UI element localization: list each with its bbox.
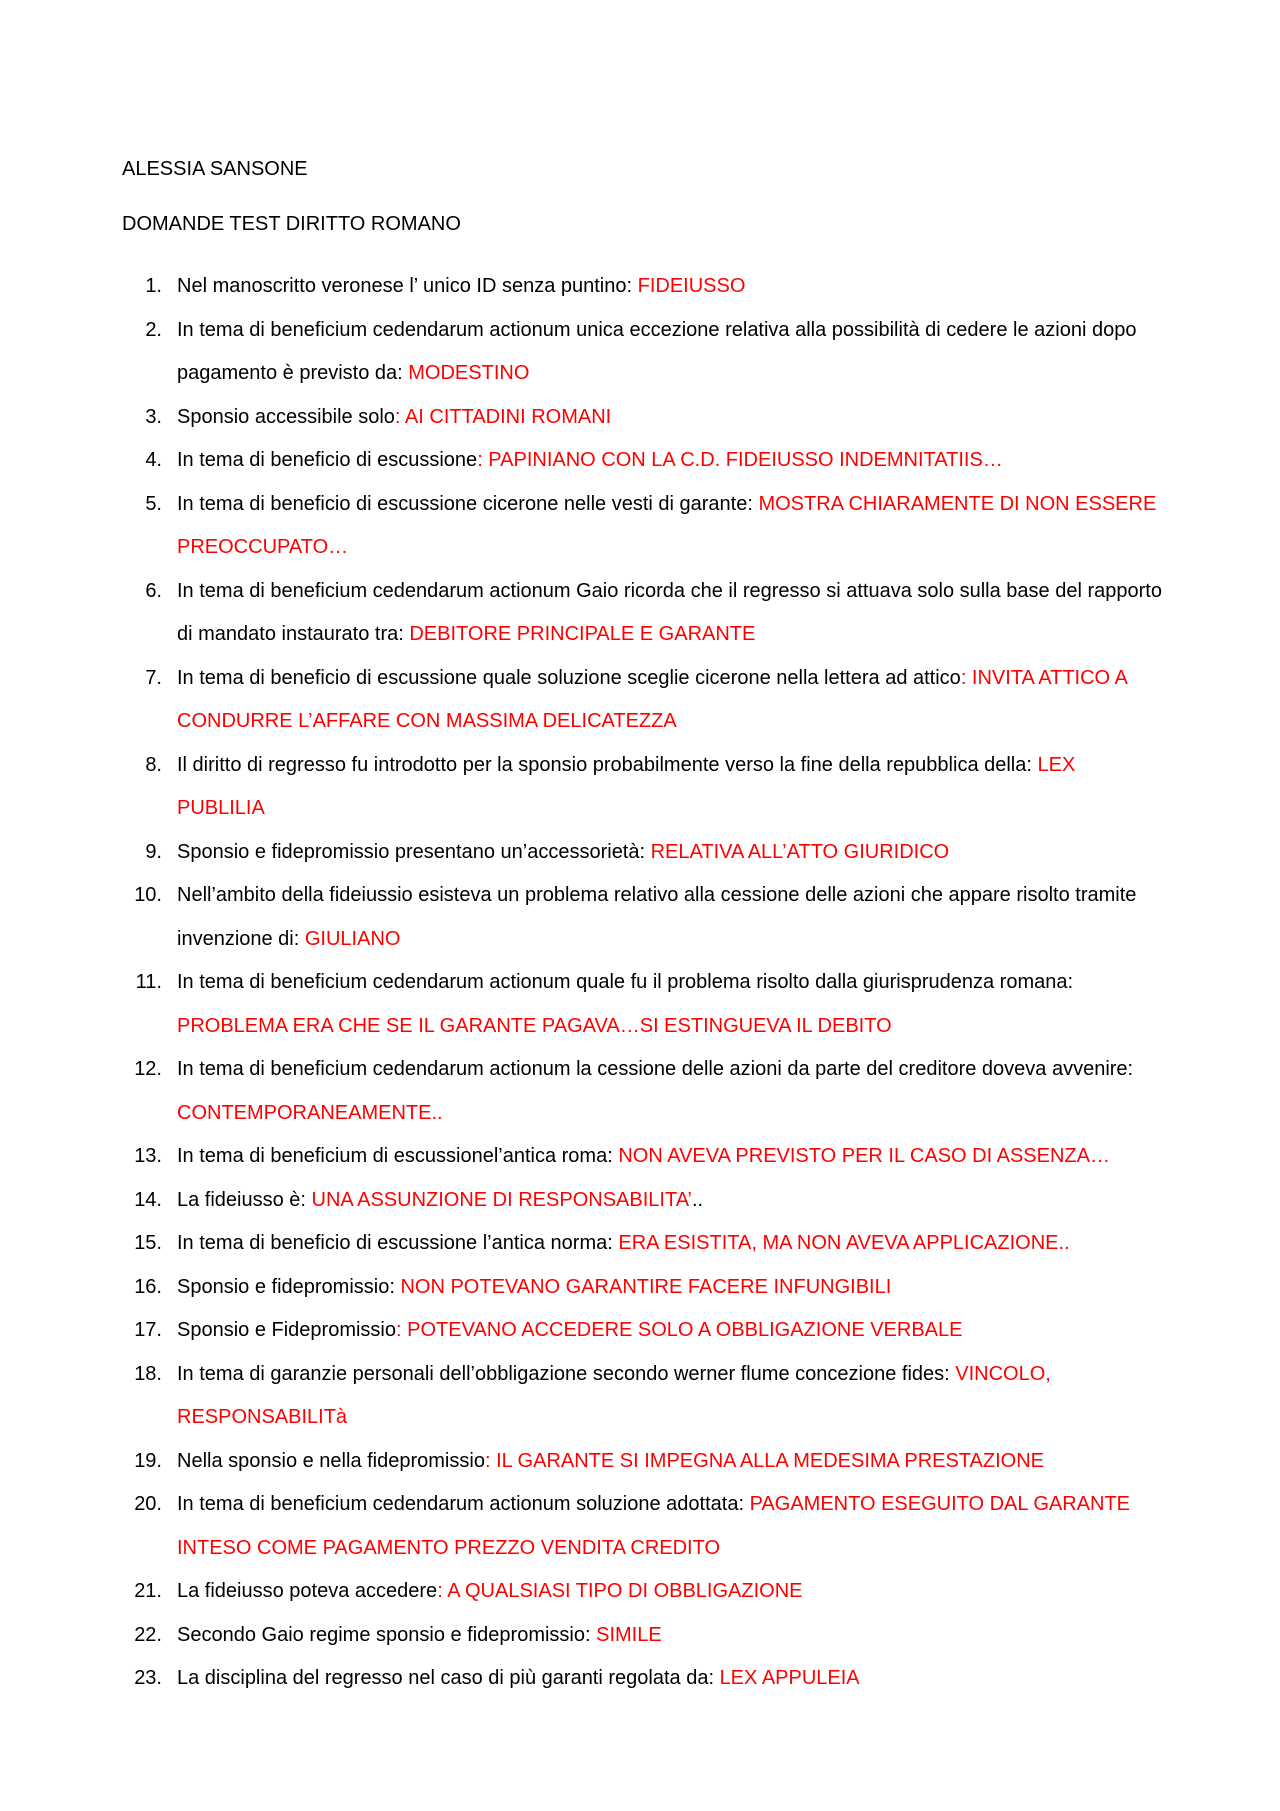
question-item: [0, 744, 1167, 831]
question-number: 1.: [145, 275, 162, 297]
question-item: [0, 1135, 1167, 1179]
question-number: 6.: [145, 579, 162, 602]
question-item: [0, 439, 1167, 483]
question-number: 10.: [134, 884, 162, 906]
answer-tail: ..: [692, 1188, 704, 1211]
question-item: [0, 1657, 1167, 1701]
answer-text: : PAPINIANO CON LA C.D. FIDEIUSSO INDEMNITATIIS…: [477, 449, 1003, 471]
question-item: [0, 1570, 1167, 1614]
answer-text: LEX APPULEIA: [719, 1667, 860, 1689]
answer-text: PAGAMENTO ESEGUITO DAL GARANTE INTESO COME PAGAMENTO PREZZO VENDITA CREDITO: [177, 1493, 1131, 1559]
question-item: [0, 1440, 1167, 1484]
answer-text: GIULIANO: [304, 927, 401, 950]
question-item: [0, 874, 1167, 961]
answer-text: MODESTINO: [408, 362, 530, 384]
document-title: DOMANDE TEST DIRITTO ROMANO: [122, 213, 461, 235]
question-list: [0, 265, 1280, 1701]
author-name: ALESSIA SANSONE: [122, 158, 308, 180]
question-item: [0, 1179, 1167, 1223]
answer-text: : AI CITTADINI ROMANI: [394, 405, 612, 428]
question-text: In tema di beneficio di escussione cicerone nelle vesti di garante:: [177, 492, 759, 515]
question-number: 12.: [134, 1058, 162, 1080]
answer-text: DEBITORE PRINCIPALE E GARANTE: [409, 623, 756, 645]
question-text: In tema di beneficium cedendarum actionum soluzione adottata:: [177, 1493, 750, 1515]
question-text: Secondo Gaio regime sponsio e fidepromissio:: [177, 1623, 597, 1646]
answer-text: : INVITA ATTICO A CONDURRE L’AFFARE CON MASSIMA DELICATEZZA: [177, 666, 1127, 732]
question-item: [0, 1048, 1167, 1135]
question-text: In tema di beneficium cedendarum actionum la cessione delle azioni da parte del creditore doveva avvenire:: [177, 1058, 1134, 1080]
question-text: In tema di beneficium cedendarum actionum quale fu il problema risolto dalla giurisprudenza romana:: [177, 971, 1074, 993]
question-text: Il diritto di regresso fu introdotto per la sponsio probabilmente verso la fine della repubblica della:: [177, 753, 1038, 776]
question-number: 13.: [134, 1145, 162, 1167]
question-number: 2.: [145, 318, 162, 341]
question-text: In tema di beneficio di escussione quale soluzione sceglie cicerone nella lettera ad attico: [177, 666, 961, 689]
question-item: [0, 1614, 1167, 1658]
question-number: 11.: [135, 971, 162, 993]
answer-text: LEX PUBLILIA: [177, 753, 1076, 819]
question-text: Sponsio e Fidepromissio: [177, 1319, 396, 1341]
question-text: In tema di beneficium di escussionel’antica roma:: [177, 1145, 619, 1167]
answer-text: : A QUALSIASI TIPO DI OBBLIGAZIONE: [437, 1580, 803, 1602]
question-item: [0, 309, 1167, 396]
question-item: [0, 1222, 1167, 1266]
question-text: In tema di beneficio di escussione l’antica norma:: [177, 1232, 619, 1254]
answer-text: RELATIVA ALL’ATTO GIURIDICO: [650, 840, 950, 863]
question-number: 21.: [134, 1580, 162, 1602]
question-number: 18.: [134, 1362, 162, 1385]
question-number: 4.: [145, 449, 162, 471]
question-text: Nell’ambito della fideiussio esisteva un problema relativo alla cessione delle azioni che appare risolto tramite invenzione di:: [177, 884, 1137, 950]
answer-text: CONTEMPORANEAMENTE..: [177, 1101, 443, 1124]
question-text: Sponsio e fidepromissio:: [177, 1275, 401, 1298]
question-item: [0, 1353, 1167, 1440]
question-item: [0, 1266, 1167, 1310]
question-number: 9.: [145, 840, 162, 863]
question-number: 15.: [134, 1232, 162, 1254]
question-number: 17.: [134, 1319, 162, 1341]
question-item: [0, 265, 1167, 309]
question-text: In tema di beneficio di escussione: [177, 449, 478, 471]
question-text: La disciplina del regresso nel caso di più garanti regolata da:: [177, 1667, 720, 1689]
question-item: [0, 1309, 1167, 1353]
answer-text: NON POTEVANO GARANTIRE FACERE INFUNGIBILI: [400, 1275, 892, 1298]
question-text: In tema di garanzie personali dell’obbligazione secondo werner flume concezione fides:: [177, 1362, 956, 1385]
question-number: 16.: [134, 1275, 162, 1298]
question-item: [0, 1483, 1167, 1570]
question-item: [0, 831, 1167, 875]
question-text: Sponsio accessibile solo: [177, 405, 395, 428]
question-text: Sponsio e fidepromissio presentano un’accessorietà:: [177, 840, 651, 863]
question-text: In tema di beneficium cedendarum actionum unica eccezione relativa alla possibilità di cedere le azioni dopo pagamento è previsto da:: [177, 318, 1137, 384]
answer-text: : POTEVANO ACCEDERE SOLO A OBBLIGAZIONE VERBALE: [396, 1319, 963, 1341]
answer-text: NON AVEVA PREVISTO PER IL CASO DI ASSENZA…: [618, 1145, 1110, 1167]
answer-text: PROBLEMA ERA CHE SE IL GARANTE PAGAVA…SI ESTINGUEVA IL DEBITO: [177, 1014, 892, 1037]
question-text: In tema di beneficium cedendarum actionum Gaio ricorda che il regresso si attuava solo sulla base del rapporto di mandato instaurato tra:: [177, 579, 1162, 645]
question-item: [0, 961, 1167, 1048]
answer-text: UNA ASSUNZIONE DI RESPONSABILITA’: [311, 1188, 692, 1211]
question-item: [0, 570, 1167, 657]
answer-text: VINCOLO, RESPONSABILITà: [177, 1362, 1051, 1428]
answer-text: SIMILE: [596, 1623, 662, 1646]
answer-text: : IL GARANTE SI IMPEGNA ALLA MEDESIMA PRESTAZIONE: [484, 1449, 1044, 1472]
answer-text: ERA ESISTITA, MA NON AVEVA APPLICAZIONE..: [618, 1232, 1070, 1254]
question-number: 8.: [145, 753, 162, 776]
question-number: 23.: [134, 1667, 162, 1689]
question-number: 3.: [145, 405, 162, 428]
question-item: [0, 483, 1167, 570]
question-number: 20.: [134, 1493, 162, 1515]
answer-text: FIDEIUSSO: [637, 275, 746, 297]
question-item: [0, 396, 1167, 440]
question-number: 14.: [134, 1188, 162, 1211]
question-number: 22.: [134, 1623, 162, 1646]
question-number: 5.: [145, 492, 162, 515]
answer-text: MOSTRA CHIARAMENTE DI NON ESSERE PREOCCUPATO…: [177, 492, 1157, 558]
question-text: Nella sponsio e nella fidepromissio: [177, 1449, 485, 1472]
question-text: La fideiusso poteva accedere: [177, 1580, 438, 1602]
question-text: Nel manoscritto veronese l’ unico ID senza puntino:: [177, 275, 638, 297]
question-item: [0, 657, 1167, 744]
question-number: 19.: [134, 1449, 162, 1472]
question-number: 7.: [145, 666, 162, 689]
question-text: La fideiusso è:: [177, 1188, 312, 1211]
